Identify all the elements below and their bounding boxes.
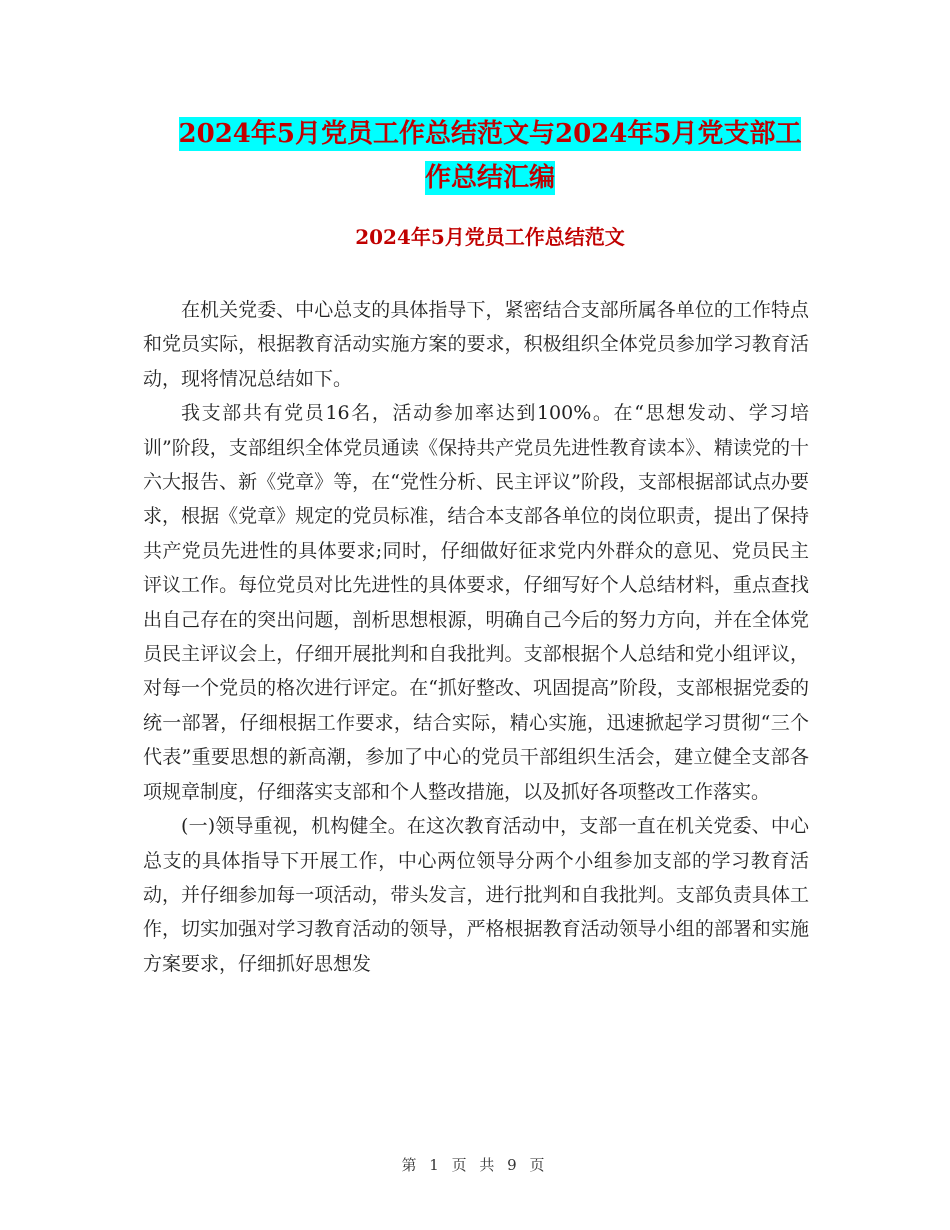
section-title: 2024年5月党员工作总结范文 bbox=[355, 225, 625, 249]
document-body bbox=[143, 293, 809, 981]
paragraph-leadership: (一)领导重视，机构健全。在这次教育活动中，支部一直在机关党委、中心总支的具体指导下开展工作，中心两位领导分两个小组参加支部的学习教育活动，并仔细参加每一项活动，带头发言，进行批判和自我批判。支部负责具体工作，切实加强对学习教育活动的领导，严格根据教育活动领导小组的部署和实施方案要求，仔细抓好思想发 bbox=[143, 815, 809, 975]
document-title-line2: 作总结汇编 bbox=[424, 163, 555, 193]
paragraph-intro: 在机关党委、中心总支的具体指导下，紧密结合支部所属各单位的工作特点和党员实际，根据教育活动实施方案的要求，积极组织全体党员参加学习教育活动，现将情况总结如下。 bbox=[143, 299, 809, 390]
page-footer: 第 1 页 共 9 页 bbox=[401, 1156, 549, 1174]
paragraph-members: 我支部共有党员16名，活动参加率达到100%。在“思想发动、学习培训”阶段，支部组织全体党员通读《保持共产党员先进性教育读本》、精读党的十六大报告、新《党章》等，在“党性分析、民主评议”阶段，支部根据部试点办要求，根据《党章》规定的党员标准，结合本支部各单位的岗位职责，提出了保持共产党员先进性的具体要求;同时，仔细做好征求党内外群众的意见、党员民主评议工作。每位党员对比先进性的具体要求，仔细写好个人总结材料，重点查找出自己存在的突出问题，剖析思想根源，明确自己今后的努力方向，并在全体党员民主评议会上，仔细开展批判和自我批判。支部根据个人总结和党小组评议，对每一个党员的格次进行评定。在“抓好整改、巩固提高”阶段，支部根据党委的统一部署，仔细根据工作要求，结合实际，精心实施，迅速掀起学习贯彻“三个代表”重要思想的新高潮，参加了中心的党员干部组织生活会，建立健全支部各项规章制度，仔细落实支部和个人整改措施，以及抓好各项整改工作落实。 bbox=[143, 402, 809, 803]
document-title bbox=[140, 112, 840, 200]
document-title-line1: 2024年5月党员工作总结范文与2024年5月党支部工 bbox=[178, 119, 802, 149]
